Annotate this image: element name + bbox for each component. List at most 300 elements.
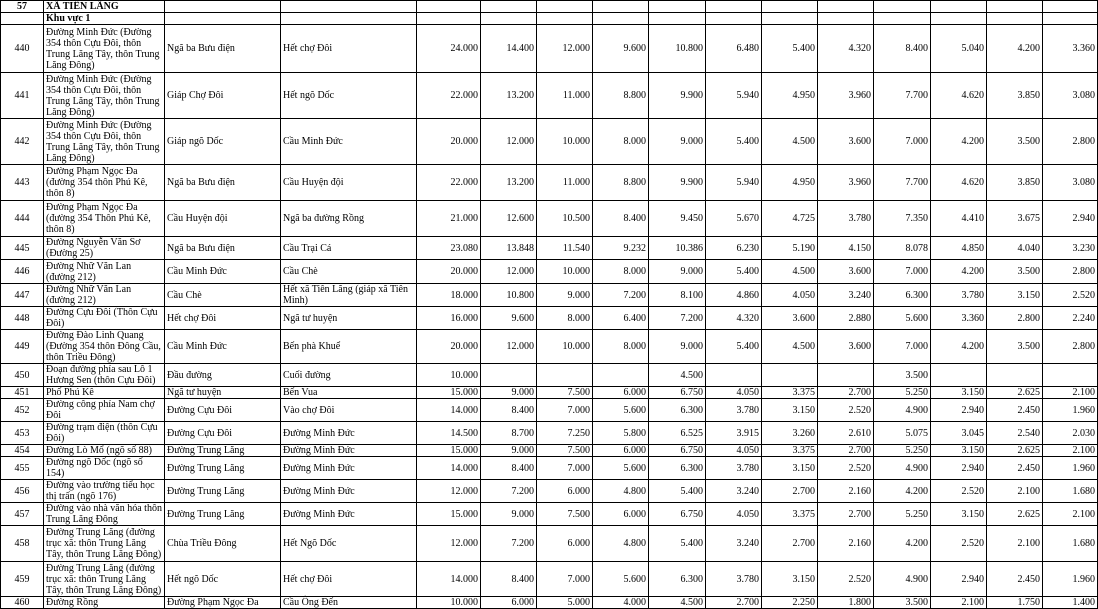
price-cell: 3.260 — [762, 422, 818, 445]
section-row — [1, 1, 1098, 13]
table-row — [1, 480, 1098, 503]
price-cell: 3.150 — [762, 457, 818, 480]
price-cell: 4.320 — [818, 25, 874, 73]
price-cell: 2.800 — [1043, 260, 1098, 284]
price-cell: 6.750 — [649, 387, 706, 399]
price-cell: 6.750 — [649, 503, 706, 526]
price-cell: 3.915 — [706, 422, 762, 445]
price-cell: 3.780 — [706, 457, 762, 480]
price-cell: 9.000 — [649, 119, 706, 165]
price-cell: 15.000 — [417, 445, 481, 457]
row-number: 460 — [1, 597, 44, 609]
price-cell — [931, 364, 987, 387]
price-cell: 8.400 — [481, 562, 537, 597]
price-cell: 10.500 — [537, 201, 593, 237]
price-cell: 10.000 — [537, 119, 593, 165]
price-cell: 1.680 — [1043, 526, 1098, 562]
price-cell: 3.150 — [762, 399, 818, 422]
row-number: 458 — [1, 526, 44, 562]
price-cell: 1.960 — [1043, 562, 1098, 597]
area-row — [1, 13, 1098, 25]
price-cell: 3.600 — [818, 330, 874, 364]
price-cell: 6.000 — [537, 480, 593, 503]
price-cell: 4.860 — [706, 284, 762, 307]
price-cell: 3.500 — [987, 119, 1043, 165]
segment-from: Đầu đường — [165, 364, 281, 387]
price-cell: 4.500 — [649, 364, 706, 387]
price-cell: 13.848 — [481, 237, 537, 260]
price-cell: 3.500 — [874, 364, 931, 387]
price-cell: 6.300 — [649, 562, 706, 597]
price-cell: 4.040 — [987, 237, 1043, 260]
price-cell: 9.000 — [649, 330, 706, 364]
segment-to: Hết ngõ Dốc — [281, 73, 417, 119]
price-cell: 2.520 — [818, 399, 874, 422]
segment-from: Cầu Chè — [165, 284, 281, 307]
segment-to: Hết chợ Đôi — [281, 562, 417, 597]
price-cell: 7.000 — [537, 457, 593, 480]
price-cell: 3.500 — [987, 260, 1043, 284]
price-cell: 8.000 — [593, 260, 649, 284]
price-cell: 5.800 — [593, 422, 649, 445]
price-cell: 10.000 — [417, 364, 481, 387]
price-cell: 12.600 — [481, 201, 537, 237]
segment-to: Bến Vua — [281, 387, 417, 399]
price-cell: 3.675 — [987, 201, 1043, 237]
price-cell: 2.940 — [1043, 201, 1098, 237]
price-cell: 5.400 — [706, 119, 762, 165]
price-cell: 5.600 — [593, 457, 649, 480]
price-cell: 3.780 — [818, 201, 874, 237]
price-cell: 9.600 — [593, 25, 649, 73]
price-cell: 4.200 — [931, 260, 987, 284]
table-row — [1, 422, 1098, 445]
price-cell: 2.880 — [818, 307, 874, 330]
price-cell: 2.700 — [762, 526, 818, 562]
row-number: 446 — [1, 260, 44, 284]
price-cell: 1.960 — [1043, 457, 1098, 480]
section-title: XÃ TIÊN LÃNG — [44, 1, 165, 13]
price-cell — [481, 364, 537, 387]
table-row — [1, 597, 1098, 609]
price-cell: 4.150 — [818, 237, 874, 260]
price-cell: 9.232 — [593, 237, 649, 260]
table-row — [1, 307, 1098, 330]
table-row — [1, 330, 1098, 364]
table-row — [1, 399, 1098, 422]
price-cell: 4.725 — [762, 201, 818, 237]
price-cell: 4.800 — [593, 526, 649, 562]
price-cell: 2.100 — [987, 526, 1043, 562]
price-cell: 4.200 — [874, 526, 931, 562]
price-cell — [818, 364, 874, 387]
segment-from: Đường Trung Lăng — [165, 480, 281, 503]
price-cell: 2.450 — [987, 562, 1043, 597]
segment-to: Hết xã Tiên Lãng (giáp xã Tiên Minh) — [281, 284, 417, 307]
price-cell: 9.900 — [649, 73, 706, 119]
price-cell: 14.000 — [417, 457, 481, 480]
road-name: Đường Minh Đức (Đường 354 thôn Cựu Đôi, thôn Trung Lăng Tây, thôn Trung Lăng Đông) — [44, 25, 165, 73]
price-cell: 9.000 — [537, 284, 593, 307]
price-cell: 3.150 — [762, 562, 818, 597]
price-cell: 4.320 — [706, 307, 762, 330]
table-row — [1, 165, 1098, 201]
price-cell: 7.000 — [874, 119, 931, 165]
price-cell: 4.900 — [874, 457, 931, 480]
price-cell: 20.000 — [417, 330, 481, 364]
price-cell: 11.000 — [537, 165, 593, 201]
price-cell: 2.520 — [818, 562, 874, 597]
price-cell: 9.450 — [649, 201, 706, 237]
price-cell: 5.000 — [537, 597, 593, 609]
price-cell: 9.600 — [481, 307, 537, 330]
price-cell: 8.000 — [593, 119, 649, 165]
price-cell: 13.200 — [481, 73, 537, 119]
road-name: Đường Phạm Ngọc Đa (đường 354 Thôn Phú Kê, thôn 8) — [44, 201, 165, 237]
road-name: Đường Phạm Ngọc Đa (đường 354 thôn Phú Kê, thôn 8) — [44, 165, 165, 201]
price-cell: 2.700 — [818, 387, 874, 399]
segment-to: Bến phà Khuể — [281, 330, 417, 364]
price-cell: 3.780 — [706, 399, 762, 422]
price-cell: 8.400 — [481, 399, 537, 422]
row-number: 448 — [1, 307, 44, 330]
price-cell: 3.960 — [818, 165, 874, 201]
price-cell: 12.000 — [537, 25, 593, 73]
price-cell: 7.250 — [537, 422, 593, 445]
price-cell: 15.000 — [417, 387, 481, 399]
price-cell: 4.050 — [706, 387, 762, 399]
price-cell: 6.400 — [593, 307, 649, 330]
segment-from: Ngã tư huyện — [165, 387, 281, 399]
table-row — [1, 526, 1098, 562]
price-cell: 2.800 — [1043, 119, 1098, 165]
price-cell — [1043, 364, 1098, 387]
table-row — [1, 237, 1098, 260]
price-cell: 6.750 — [649, 445, 706, 457]
row-number: 441 — [1, 73, 44, 119]
price-cell: 2.100 — [987, 480, 1043, 503]
price-cell: 9.000 — [649, 260, 706, 284]
segment-from: Ngã ba Bưu điện — [165, 237, 281, 260]
price-cell: 2.520 — [931, 526, 987, 562]
price-cell: 3.360 — [931, 307, 987, 330]
price-cell: 10.800 — [481, 284, 537, 307]
price-cell: 21.000 — [417, 201, 481, 237]
price-cell: 5.400 — [762, 25, 818, 73]
price-cell: 12.000 — [481, 119, 537, 165]
price-cell: 2.610 — [818, 422, 874, 445]
area-label: Khu vực 1 — [44, 13, 165, 25]
segment-from: Đường Trung Lăng — [165, 503, 281, 526]
price-cell: 4.000 — [593, 597, 649, 609]
price-cell: 7.200 — [593, 284, 649, 307]
price-cell: 3.600 — [818, 119, 874, 165]
price-cell: 2.100 — [1043, 503, 1098, 526]
road-name: Đường vào nhà văn hóa thôn Trung Lăng Đông — [44, 503, 165, 526]
price-cell: 9.000 — [481, 445, 537, 457]
price-cell: 5.940 — [706, 73, 762, 119]
price-cell: 6.300 — [649, 399, 706, 422]
price-cell: 3.240 — [706, 480, 762, 503]
price-cell: 5.400 — [706, 330, 762, 364]
price-cell: 7.200 — [481, 480, 537, 503]
price-cell: 9.000 — [481, 503, 537, 526]
price-cell: 3.600 — [762, 307, 818, 330]
price-cell: 9.000 — [481, 387, 537, 399]
price-cell: 8.078 — [874, 237, 931, 260]
price-cell: 6.000 — [537, 526, 593, 562]
road-name: Đường Nhữ Văn Lan (đường 212) — [44, 260, 165, 284]
segment-to: Đường Minh Đức — [281, 422, 417, 445]
price-cell: 4.900 — [874, 562, 931, 597]
price-cell: 14.400 — [481, 25, 537, 73]
price-cell: 10.800 — [649, 25, 706, 73]
segment-to: Hết chợ Đôi — [281, 25, 417, 73]
price-cell — [593, 364, 649, 387]
table-row — [1, 284, 1098, 307]
price-cell: 4.800 — [593, 480, 649, 503]
price-cell: 14.000 — [417, 562, 481, 597]
price-cell: 9.900 — [649, 165, 706, 201]
table-row — [1, 445, 1098, 457]
price-cell: 3.240 — [706, 526, 762, 562]
segment-from: Cầu Minh Đức — [165, 330, 281, 364]
price-cell: 5.075 — [874, 422, 931, 445]
price-cell: 3.780 — [706, 562, 762, 597]
price-cell: 14.000 — [417, 399, 481, 422]
price-cell: 2.700 — [762, 480, 818, 503]
price-cell: 4.500 — [762, 330, 818, 364]
price-cell: 3.360 — [1043, 25, 1098, 73]
price-cell: 5.250 — [874, 503, 931, 526]
price-cell: 2.160 — [818, 480, 874, 503]
price-cell: 7.200 — [481, 526, 537, 562]
segment-to: Đường Minh Đức — [281, 480, 417, 503]
row-number: 457 — [1, 503, 44, 526]
row-number: 459 — [1, 562, 44, 597]
road-name: Đường Trung Lăng (đường trục xã: thôn Trung Lăng Tây, thôn Trung Lăng Đông) — [44, 526, 165, 562]
price-cell: 6.000 — [593, 503, 649, 526]
price-cell: 3.500 — [987, 330, 1043, 364]
price-cell: 5.600 — [593, 562, 649, 597]
segment-from: Hết ngõ Dốc — [165, 562, 281, 597]
price-cell: 5.400 — [649, 480, 706, 503]
segment-from: Đường Phạm Ngọc Đa — [165, 597, 281, 609]
price-cell: 4.410 — [931, 201, 987, 237]
road-name: Phố Phú Kê — [44, 387, 165, 399]
road-name: Đường vào trường tiểu học thị trấn (ngõ 176) — [44, 480, 165, 503]
price-cell: 5.940 — [706, 165, 762, 201]
price-cell: 3.080 — [1043, 165, 1098, 201]
segment-to: Cầu Chè — [281, 260, 417, 284]
price-cell: 8.100 — [649, 284, 706, 307]
row-number: 443 — [1, 165, 44, 201]
price-cell: 4.050 — [706, 445, 762, 457]
section-number: 57 — [1, 1, 44, 13]
price-cell: 4.950 — [762, 73, 818, 119]
segment-to: Vào chợ Đôi — [281, 399, 417, 422]
price-cell: 2.625 — [987, 387, 1043, 399]
price-cell: 6.525 — [649, 422, 706, 445]
price-cell: 10.386 — [649, 237, 706, 260]
price-cell: 11.540 — [537, 237, 593, 260]
price-cell: 20.000 — [417, 260, 481, 284]
row-number: 452 — [1, 399, 44, 422]
price-cell: 5.250 — [874, 445, 931, 457]
table-row — [1, 25, 1098, 73]
price-cell: 4.850 — [931, 237, 987, 260]
price-cell: 5.400 — [649, 526, 706, 562]
price-cell: 12.000 — [481, 260, 537, 284]
road-name: Đường Nguyễn Văn Sơ (Đường 25) — [44, 237, 165, 260]
price-cell: 2.940 — [931, 562, 987, 597]
price-cell: 12.000 — [417, 480, 481, 503]
segment-from: Giáp ngõ Dốc — [165, 119, 281, 165]
road-name: Đường Rồng — [44, 597, 165, 609]
price-cell: 5.040 — [931, 25, 987, 73]
price-cell: 5.600 — [593, 399, 649, 422]
row-number: 444 — [1, 201, 44, 237]
table-row — [1, 260, 1098, 284]
road-name: Đoạn đường phía sau Lô 1 Hương Sen (thôn Cựu Đôi) — [44, 364, 165, 387]
price-cell: 3.960 — [818, 73, 874, 119]
row-number: 445 — [1, 237, 44, 260]
price-cell: 2.250 — [762, 597, 818, 609]
price-cell: 3.375 — [762, 387, 818, 399]
segment-to: Ngã tư huyện — [281, 307, 417, 330]
segment-to: Đường Minh Đức — [281, 503, 417, 526]
segment-to: Hết Ngõ Dốc — [281, 526, 417, 562]
price-cell: 6.300 — [874, 284, 931, 307]
segment-to: Đường Minh Đức — [281, 445, 417, 457]
price-cell: 2.625 — [987, 503, 1043, 526]
price-cell: 8.700 — [481, 422, 537, 445]
price-cell: 4.620 — [931, 73, 987, 119]
table-row — [1, 503, 1098, 526]
segment-from: Hết chợ Đôi — [165, 307, 281, 330]
price-cell — [706, 364, 762, 387]
price-cell: 2.240 — [1043, 307, 1098, 330]
price-cell: 4.050 — [762, 284, 818, 307]
price-cell: 8.800 — [593, 165, 649, 201]
price-cell: 3.080 — [1043, 73, 1098, 119]
price-cell: 10.000 — [537, 330, 593, 364]
price-cell: 2.030 — [1043, 422, 1098, 445]
price-cell: 3.150 — [931, 387, 987, 399]
price-cell: 14.500 — [417, 422, 481, 445]
price-cell: 3.850 — [987, 73, 1043, 119]
table-row — [1, 457, 1098, 480]
segment-from: Ngã ba Bưu điện — [165, 165, 281, 201]
price-cell: 3.600 — [818, 260, 874, 284]
price-cell: 22.000 — [417, 73, 481, 119]
price-cell: 2.520 — [818, 457, 874, 480]
segment-from: Đường Trung Lăng — [165, 445, 281, 457]
segment-from: Cầu Minh Đức — [165, 260, 281, 284]
price-cell: 4.620 — [931, 165, 987, 201]
road-name: Đường Nhữ Văn Lan (đường 212) — [44, 284, 165, 307]
price-cell: 8.400 — [874, 25, 931, 73]
road-name: Đường Đào Linh Quang (Đường 354 thôn Đông Cầu, thôn Triều Đông) — [44, 330, 165, 364]
price-cell: 12.000 — [481, 330, 537, 364]
price-cell: 3.150 — [931, 445, 987, 457]
segment-to: Cầu Minh Đức — [281, 119, 417, 165]
row-number: 442 — [1, 119, 44, 165]
row-number: 440 — [1, 25, 44, 73]
price-cell: 1.960 — [1043, 399, 1098, 422]
segment-to: Cầu Trại Cá — [281, 237, 417, 260]
price-cell: 8.400 — [593, 201, 649, 237]
price-cell: 4.200 — [931, 330, 987, 364]
price-cell: 24.000 — [417, 25, 481, 73]
table-row — [1, 119, 1098, 165]
road-name: Đường Minh Đức (Đường 354 thôn Cựu Đôi, thôn Trung Lăng Tây, thôn Trung Lăng Đông) — [44, 73, 165, 119]
price-cell: 6.000 — [593, 445, 649, 457]
segment-from: Đường Cựu Đôi — [165, 399, 281, 422]
price-cell: 5.600 — [874, 307, 931, 330]
price-cell: 5.190 — [762, 237, 818, 260]
price-cell: 20.000 — [417, 119, 481, 165]
segment-from: Đường Trung Lăng — [165, 457, 281, 480]
price-cell: 7.700 — [874, 73, 931, 119]
price-cell: 3.500 — [874, 597, 931, 609]
price-cell: 7.500 — [537, 387, 593, 399]
price-cell: 2.520 — [931, 480, 987, 503]
table-row — [1, 562, 1098, 597]
segment-to: Cầu Huyện đội — [281, 165, 417, 201]
road-name: Đường trạm điện (thôn Cựu Đôi) — [44, 422, 165, 445]
price-cell: 2.520 — [1043, 284, 1098, 307]
price-cell: 18.000 — [417, 284, 481, 307]
price-cell: 13.200 — [481, 165, 537, 201]
price-cell: 1.400 — [1043, 597, 1098, 609]
price-cell — [987, 364, 1043, 387]
price-cell: 5.250 — [874, 387, 931, 399]
segment-to: Cuối đường — [281, 364, 417, 387]
price-cell: 1.680 — [1043, 480, 1098, 503]
price-cell: 10.000 — [417, 597, 481, 609]
price-cell: 2.700 — [818, 445, 874, 457]
price-cell: 6.230 — [706, 237, 762, 260]
price-cell: 3.150 — [931, 503, 987, 526]
price-cell: 6.000 — [593, 387, 649, 399]
price-cell: 3.850 — [987, 165, 1043, 201]
segment-from: Giáp Chợ Đôi — [165, 73, 281, 119]
table-row — [1, 364, 1098, 387]
price-cell: 6.480 — [706, 25, 762, 73]
row-number: 451 — [1, 387, 44, 399]
road-name: Đường Lò Mổ (ngõ số 88) — [44, 445, 165, 457]
road-name: Đường Cựu Đôi (Thôn Cựu Đôi) — [44, 307, 165, 330]
price-cell: 10.000 — [537, 260, 593, 284]
price-cell: 3.375 — [762, 503, 818, 526]
price-cell: 2.450 — [987, 399, 1043, 422]
segment-from: Chùa Triều Đông — [165, 526, 281, 562]
price-cell: 8.800 — [593, 73, 649, 119]
price-cell: 4.500 — [762, 260, 818, 284]
price-cell: 4.050 — [706, 503, 762, 526]
table-row — [1, 387, 1098, 399]
price-cell: 3.375 — [762, 445, 818, 457]
row-number: 449 — [1, 330, 44, 364]
segment-from: Đường Cựu Đôi — [165, 422, 281, 445]
row-number: 447 — [1, 284, 44, 307]
price-cell: 7.700 — [874, 165, 931, 201]
price-cell: 2.100 — [1043, 387, 1098, 399]
price-cell: 4.200 — [931, 119, 987, 165]
price-cell: 7.000 — [874, 330, 931, 364]
price-cell: 22.000 — [417, 165, 481, 201]
